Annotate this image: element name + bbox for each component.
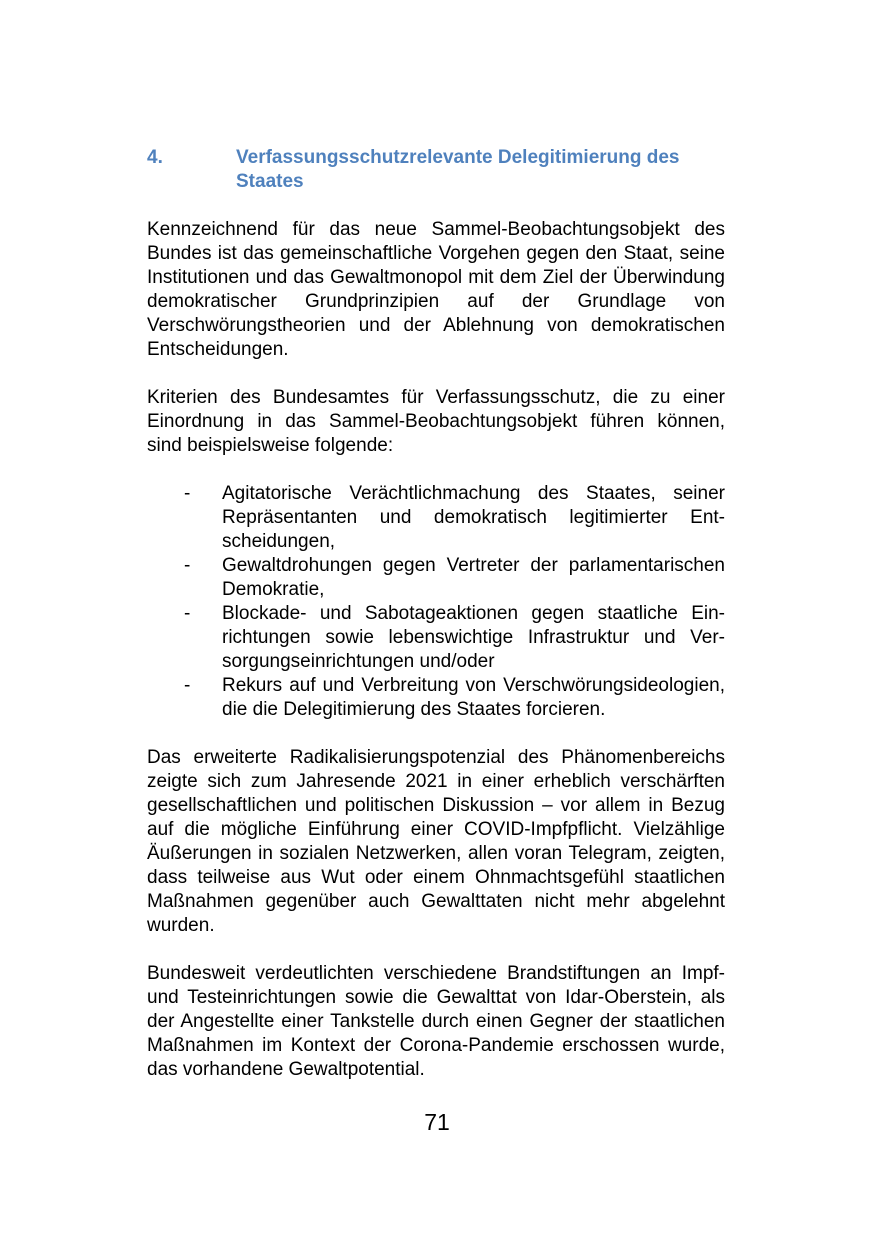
criteria-list [147, 482, 725, 722]
section-heading [147, 146, 725, 194]
list-marker: - [184, 675, 191, 696]
list-item [147, 482, 725, 554]
section-title: Verfassungsschutzrelevante Delegitimierung des Staates [236, 147, 680, 192]
list-item-text: Rekurs auf und Verbreitung von Verschwörungsideologien, die die Delegitimierung des Staates forcieren. [222, 675, 725, 720]
list-item [147, 554, 725, 602]
list-item-text: Gewaltdrohungen gegen Vertreter der parlamentarischen Demokratie, [222, 555, 725, 600]
list-marker: - [184, 555, 191, 576]
list-marker: - [184, 483, 191, 504]
list-item [147, 602, 725, 674]
document-page [147, 146, 725, 1106]
section-number: 4. [147, 147, 163, 168]
list-item-text: Blockade- und Sabotageaktionen gegen staatliche Einrichtungen sowie lebenswichtige Infrastruktur und Versorgungseinrichtungen und/oder [222, 603, 725, 672]
paragraph-intro: Kennzeichnend für das neue Sammel-Beobachtungsobjekt des Bundes ist das gemeinschaftliche Vorgehen gegen den Staat, seine Institutionen und das Gewaltmonopol mit dem Ziel der Überwindung demokratischer Grundprinzipien auf der Grundlage von Verschwörungstheorien und der Ablehnung von demokratischen Entscheidungen. [147, 219, 725, 360]
list-marker: - [184, 603, 191, 624]
list-item-text: Agitatorische Verächtlichmachung des Staates, seiner Repräsentanten und demokratisch legitimierter Entscheidungen, [222, 483, 725, 552]
page-number: 71 [424, 1109, 450, 1135]
paragraph-radicalization: Das erweiterte Radikalisierungspotenzial des Phänomenbereichs zeigte sich zum Jahresende 2021 in einer erheblich verschärften gesellschaftlichen und politischen Diskussion – vor allem in Bezug auf die mögliche Einführung einer COVID-Impfpflicht. Vielzählige Äußerungen in sozialen Netzwerken, allen voran Telegram, zeigten, dass teilweise aus Wut oder einem Ohnmachtsgefühl staatlichen Maßnahmen gegenüber auch Gewalttaten nicht mehr abgelehnt wurden. [147, 747, 725, 936]
paragraph-criteria: Kriterien des Bundesamtes für Verfassungsschutz, die zu einer Einordnung in das Sammel-Beobachtungsobjekt führen können, sind beispielsweise folgende: [147, 387, 725, 456]
list-item [147, 674, 725, 722]
paragraph-violence: Bundesweit verdeutlichten verschiedene Brandstiftungen an Impf- und Testeinrichtungen sowie die Gewalttat von Idar-Oberstein, als der Angestellte einer Tankstelle durch einen Gegner der staatlichen Maßnahmen im Kontext der Corona-Pandemie erschossen wurde, das vorhandene Gewaltpotential. [147, 963, 725, 1080]
